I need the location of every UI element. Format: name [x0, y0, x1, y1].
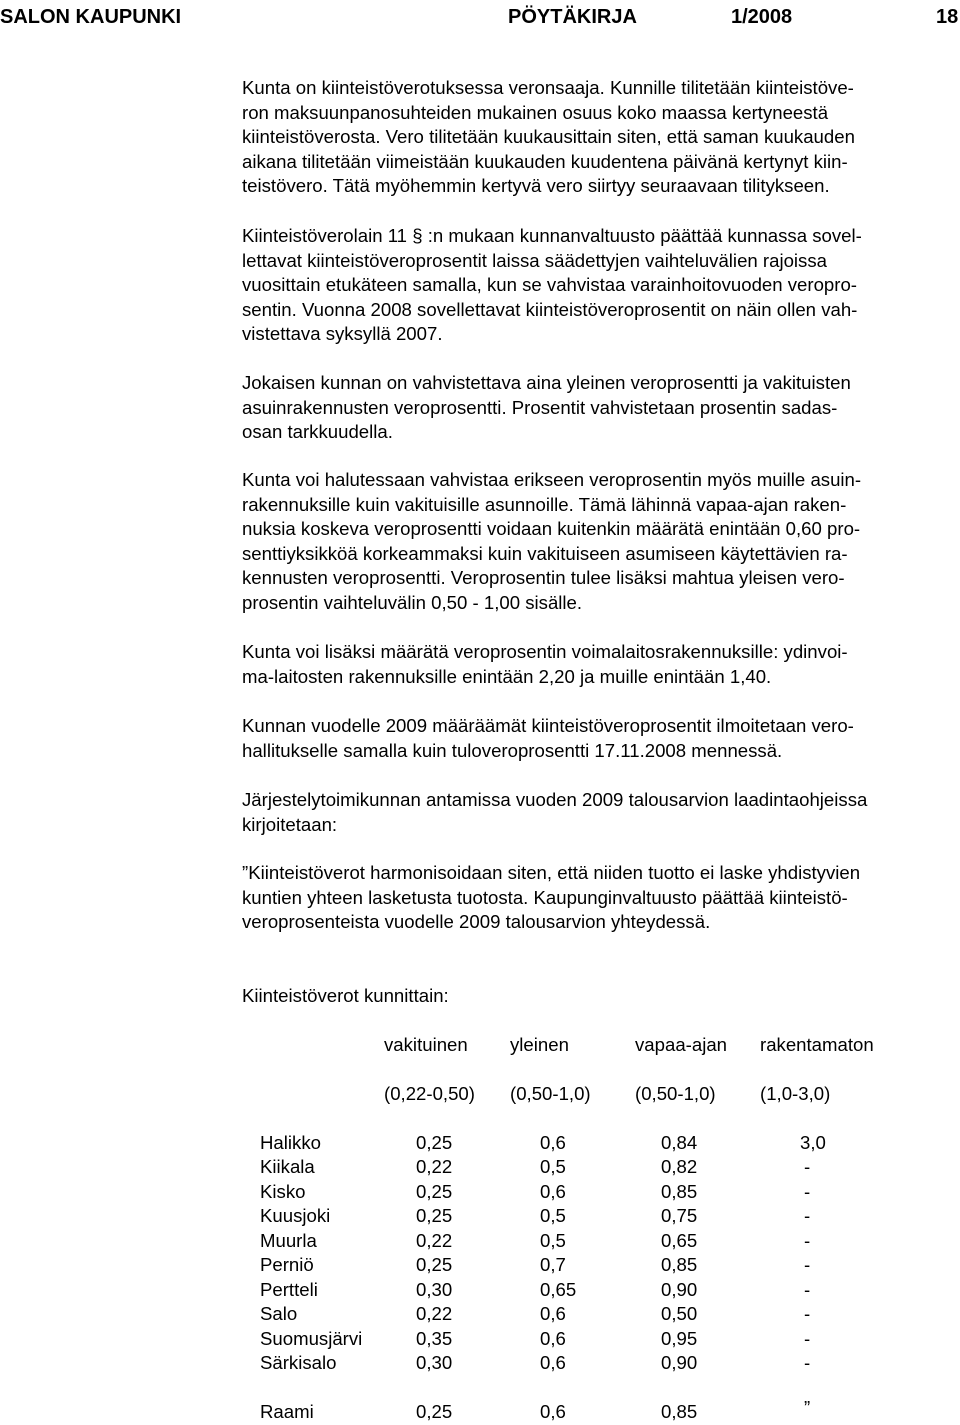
municipality-name: Kuusjoki	[260, 1205, 331, 1226]
rate-rakentamaton: -	[804, 1230, 811, 1251]
table-caption	[242, 984, 958, 1009]
text-line: vistettava syksyllä 2007.	[242, 323, 443, 344]
rate-yleinen: 0,6	[540, 1328, 566, 1349]
text-line: Kiinteistöverolain 11 § :n mukaan kunnanvaltuusto päättää kunnassa sovel-	[242, 225, 862, 246]
column-range-vakituinen: (0,22-0,50)	[384, 1083, 475, 1104]
column-header-rakentamaton: rakentamaton	[760, 1034, 874, 1055]
rate-rakentamaton: -	[804, 1254, 811, 1275]
paragraph-5	[242, 640, 958, 689]
rate-vapaa-ajan: 0,85	[661, 1181, 698, 1202]
text-line: senttiyksikköä korkeammaksi kuin vakituiseen asumiseen käytettävien ra-	[242, 542, 848, 564]
text-line: osan tarkkuudella.	[242, 421, 393, 442]
column-header-yleinen: yleinen	[510, 1034, 569, 1055]
text-line: nuksia koskeva veroprosentti voidaan kuitenkin määrätä enintään 0,60 pro-	[242, 518, 861, 539]
text-line: veroprosenteista vuodelle 2009 talousarvion yhteydessä.	[242, 911, 711, 932]
text-line: kirjoitetaan:	[242, 813, 338, 835]
rate-vapaa-ajan: 0,90	[661, 1279, 698, 1300]
text-line: kiinteistöverosta. Vero tilitetään kuukausittain siten, että saman kuukauden	[242, 126, 855, 147]
text-line: Jokaisen kunnan on vahvistettava aina yleinen veroprosentti ja vakituisten	[242, 372, 851, 393]
rate-yleinen: 0,6	[540, 1181, 566, 1202]
rate-vapaa-ajan: 0,82	[661, 1156, 698, 1177]
rate-yleinen: 0,5	[540, 1230, 566, 1251]
municipality-name: Muurla	[260, 1230, 317, 1251]
text-line: vuosittain etukäteen samalla, kun se vahvistaa varainhoitovuoden veropro-	[242, 274, 857, 295]
municipality-name: Kisko	[260, 1181, 306, 1202]
rate-vapaa-ajan: 0,75	[661, 1205, 698, 1226]
rate-yleinen: 0,5	[540, 1156, 566, 1177]
rate-vakituinen: 0,25	[416, 1205, 453, 1226]
rate-vapaa-ajan: 0,90	[661, 1352, 698, 1373]
text-line: hallitukselle samalla kuin tuloveroprosentti 17.11.2008 mennessä.	[242, 739, 783, 761]
paragraph-8-quote	[242, 861, 958, 935]
header-document-type: PÖYTÄKIRJA	[508, 6, 637, 28]
municipality-name: Halikko	[260, 1132, 321, 1153]
text-line: Kunta voi lisäksi määrätä veroprosentin voimalaitosrakennuksille: ydinvoi-	[242, 641, 848, 662]
text-line: kennusten veroprosentti. Veroprosentin tulee lisäksi mahtua yleisen vero-	[242, 567, 845, 588]
rate-rakentamaton: -	[804, 1156, 811, 1177]
column-range-yleinen: (0,50-1,0)	[510, 1083, 591, 1104]
column-range-rakentamaton: (1,0-3,0)	[760, 1083, 831, 1104]
column-header-vapaa-ajan: vapaa-ajan	[635, 1034, 728, 1055]
text-line: teistövero. Tätä myöhemmin kertyvä vero siirtyy seuraavaan tilitykseen.	[242, 175, 830, 196]
header-document-number: 1/2008	[731, 6, 793, 28]
text-line: ma-laitosten rakennuksille enintään 2,20 ja muille enintään 1,40.	[242, 665, 772, 687]
text-line: ”Kiinteistöverot harmonisoidaan siten, että niiden tuotto ei laske yhdistyvien	[242, 862, 861, 883]
rate-rakentamaton: -	[804, 1279, 811, 1300]
rate-rakentamaton: -	[804, 1352, 811, 1373]
rate-yleinen: 0,7	[540, 1254, 566, 1275]
rate-rakentamaton: -	[804, 1328, 811, 1349]
rate-vakituinen: 0,22	[416, 1303, 453, 1324]
rate-vapaa-ajan: 0,95	[661, 1328, 698, 1349]
rate-yleinen: 0,65	[540, 1279, 577, 1300]
rate-vapaa-ajan: 0,50	[661, 1303, 698, 1324]
text-line: Kiinteistöverot kunnittain:	[242, 985, 449, 1006]
rate-vapaa-ajan: 0,84	[661, 1132, 698, 1153]
column-range-vapaa-ajan: (0,50-1,0)	[635, 1083, 716, 1104]
text-line: kuntien yhteen lasketusta tuotosta. Kaupunginvaltuusto päättää kiinteistö-	[242, 886, 848, 908]
paragraph-7	[242, 788, 958, 837]
paragraph-1	[242, 76, 958, 199]
rate-rakentamaton: -	[804, 1303, 811, 1324]
rate-yleinen: 0,6	[540, 1132, 566, 1153]
rate-yleinen: 0,6	[540, 1352, 566, 1373]
text-line: rakennuksille kuin vakituisille asunnoille. Tämä lähinnä vapaa-ajan raken-	[242, 493, 847, 515]
rate-rakentamaton: ”	[804, 1397, 811, 1418]
text-line: Kunta voi halutessaan vahvistaa erikseen veroprosentin myös muille asuin-	[242, 469, 862, 490]
paragraph-4	[242, 468, 958, 615]
rate-vapaa-ajan: 0,85	[661, 1401, 698, 1422]
rate-rakentamaton: -	[804, 1205, 811, 1226]
rate-rakentamaton: 3,0	[800, 1132, 826, 1153]
municipality-name: Salo	[260, 1303, 298, 1324]
text-line: prosentin vaihteluvälin 0,50 - 1,00 sisälle.	[242, 591, 583, 613]
rate-vakituinen: 0,25	[416, 1401, 453, 1422]
text-line: sentin. Vuonna 2008 sovellettavat kiinteistöveroprosentit on näin ollen vah-	[242, 298, 858, 320]
rate-vakituinen: 0,35	[416, 1328, 453, 1349]
rate-vakituinen: 0,30	[416, 1352, 453, 1373]
header-page-number: 18	[936, 6, 959, 28]
rate-yleinen: 0,6	[540, 1401, 566, 1422]
municipality-name: Perniö	[260, 1254, 314, 1275]
text-line: Kunnan vuodelle 2009 määräämät kiinteistöveroprosentit ilmoitetaan vero-	[242, 715, 854, 736]
text-line: lettavat kiinteistöveroprosentit laissa säädettyjen vaihteluvälien rajoissa	[242, 249, 827, 271]
paragraph-3	[242, 371, 958, 445]
rate-yleinen: 0,6	[540, 1303, 566, 1324]
paragraph-6	[242, 714, 958, 763]
text-line: asuinrakennusten veroprosentti. Prosentit vahvistetaan prosentin sadas-	[242, 396, 838, 418]
rate-vakituinen: 0,25	[416, 1181, 453, 1202]
rate-yleinen: 0,5	[540, 1205, 566, 1226]
rate-vakituinen: 0,25	[416, 1132, 453, 1153]
rate-vakituinen: 0,22	[416, 1230, 453, 1251]
municipality-name: Raami	[260, 1401, 314, 1422]
text-line: ron maksuunpanosuhteiden mukainen osuus koko maassa kertyneestä	[242, 101, 829, 123]
rate-vakituinen: 0,30	[416, 1279, 453, 1300]
text-line: Järjestelytoimikunnan antamissa vuoden 2009 talousarvion laadintaohjeissa	[242, 789, 868, 810]
paragraph-2	[242, 224, 958, 347]
municipality-name: Kiikala	[260, 1156, 315, 1177]
text-line: Kunta on kiinteistöverotuksessa veronsaaja. Kunnille tilitetään kiinteistöve-	[242, 77, 854, 98]
municipality-name: Särkisalo	[260, 1352, 337, 1373]
municipality-name: Suomusjärvi	[260, 1328, 363, 1349]
rate-rakentamaton: -	[804, 1181, 811, 1202]
text-line: aikana tilitetään viimeistään kuukauden kuudentena päivänä kertynyt kiin-	[242, 150, 848, 172]
rate-vapaa-ajan: 0,65	[661, 1230, 698, 1251]
header-organization: SALON KAUPUNKI	[0, 6, 182, 28]
municipality-name: Pertteli	[260, 1279, 318, 1300]
rate-vakituinen: 0,22	[416, 1156, 453, 1177]
rate-vapaa-ajan: 0,85	[661, 1254, 698, 1275]
column-header-vakituinen: vakituinen	[384, 1034, 468, 1055]
rate-vakituinen: 0,25	[416, 1254, 453, 1275]
